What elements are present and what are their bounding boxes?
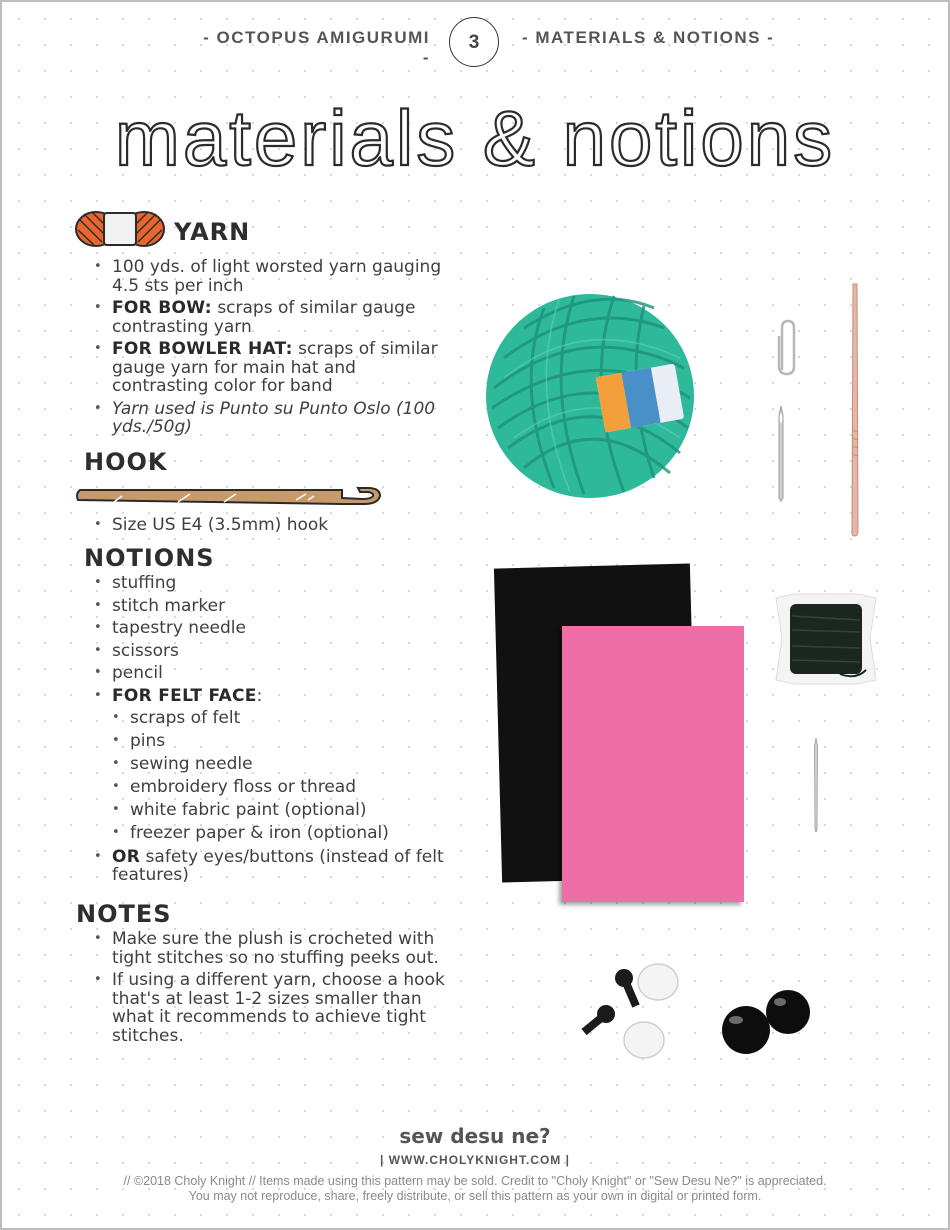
safety-eyes-white-photo — [578, 960, 688, 1060]
felt-face-colon: : — [256, 685, 263, 706]
page-number-badge: 3 — [449, 17, 499, 67]
list-item-text: stitch marker — [112, 595, 226, 616]
felt-face-label: FOR FELT FACE — [112, 685, 257, 706]
sub-list-item — [86, 801, 458, 820]
list-item-text: scraps of similar gauge yarn for main hat and contrasting color for band — [112, 339, 438, 396]
or-label: OR — [112, 846, 141, 867]
notions-list — [86, 574, 458, 889]
list-item-text: Make sure the plush is crocheted with tight stitches so no stuffing peeks out. — [112, 929, 439, 968]
list-item — [86, 930, 458, 967]
list-item — [86, 258, 456, 295]
page-title — [90, 95, 860, 185]
page-title-text: materials & notions — [114, 95, 836, 182]
yarn-heading: YARN — [174, 218, 251, 246]
crochet-hook-photo — [840, 280, 870, 540]
tapestry-needle-photo — [774, 404, 788, 502]
sewing-needle-photo — [810, 736, 822, 832]
list-item — [86, 340, 456, 396]
list-item — [86, 516, 456, 535]
sub-list-item — [86, 709, 458, 728]
footer-usage-terms: You may not reproduce, share, freely distribute, or sell this pattern as your own in digital or printed form. — [188, 1189, 762, 1203]
list-item-text: sewing needle — [130, 754, 253, 775]
notions-heading: NOTIONS — [84, 544, 215, 572]
footer-copyright: // ©2018 Choly Knight // Items made using this pattern may be sold. Credit to "Choly Knight" or "Sew Desu Ne?" is appreciated. — [123, 1174, 827, 1188]
list-item-text: If using a different yarn, choose a hook that's at least 1-2 sizes smaller than what it recommends to achieve tight stitches. — [112, 970, 445, 1046]
yarn-list — [86, 258, 456, 441]
crochet-hook-icon — [74, 482, 386, 510]
bow-label: FOR BOW: — [112, 298, 212, 318]
list-item — [86, 619, 458, 638]
list-item — [86, 400, 456, 437]
safety-eyes-black-photo — [720, 986, 820, 1056]
list-item — [86, 574, 458, 593]
yarn-skein-icon — [74, 208, 166, 250]
footer-brand: sew desu ne? — [399, 1124, 551, 1148]
list-item-text: tapestry needle — [112, 618, 246, 638]
list-item-text: Size US E4 (3.5mm) hook — [112, 515, 329, 535]
yarn-ball-photo — [484, 288, 700, 502]
list-item-text: scissors — [112, 640, 179, 661]
sub-list-item — [86, 755, 458, 774]
yarn-brand-note: Yarn used is Punto su Punto Oslo (100 yds./50g) — [112, 398, 436, 437]
list-item-text: 100 yds. of light worsted yarn gauging 4.5 sts per inch — [112, 257, 442, 296]
sub-list-item — [86, 732, 458, 751]
list-item-text: pins — [130, 731, 166, 752]
list-item — [86, 971, 458, 1045]
notes-list — [86, 930, 458, 1049]
pink-felt-photo — [562, 626, 744, 902]
stitch-marker-photo — [770, 318, 804, 380]
list-item — [86, 642, 458, 661]
list-item-text: white fabric paint (optional) — [130, 800, 367, 821]
header-section-name: - MATERIALS & NOTIONS - — [522, 28, 775, 47]
sub-list-item — [86, 778, 458, 797]
list-item-text: embroidery floss or thread — [130, 777, 356, 798]
list-item-text: freezer paper & iron (optional) — [130, 823, 389, 844]
header-pattern-name: - OCTOPUS AMIGURUMI - — [203, 28, 430, 67]
hook-list — [86, 516, 456, 539]
list-item-text: pencil — [112, 663, 163, 683]
notes-heading: NOTES — [76, 900, 172, 928]
list-item — [86, 597, 458, 616]
sub-list-item — [86, 824, 458, 843]
list-item — [86, 299, 456, 336]
list-item-text: scraps of similar gauge contrasting yarn — [112, 298, 416, 337]
list-item-text: stuffing — [112, 573, 177, 593]
hook-heading: HOOK — [84, 448, 168, 476]
list-item — [86, 687, 458, 706]
list-item — [86, 848, 458, 885]
bowler-hat-label: FOR BOWLER HAT: — [112, 339, 293, 359]
list-item-text: safety eyes/buttons (instead of felt features) — [112, 846, 444, 886]
list-item — [86, 664, 458, 683]
embroidery-floss-photo — [770, 590, 882, 688]
footer-url[interactable]: | WWW.CHOLYKNIGHT.COM | — [380, 1153, 570, 1167]
list-item-text: scraps of felt — [130, 708, 241, 728]
